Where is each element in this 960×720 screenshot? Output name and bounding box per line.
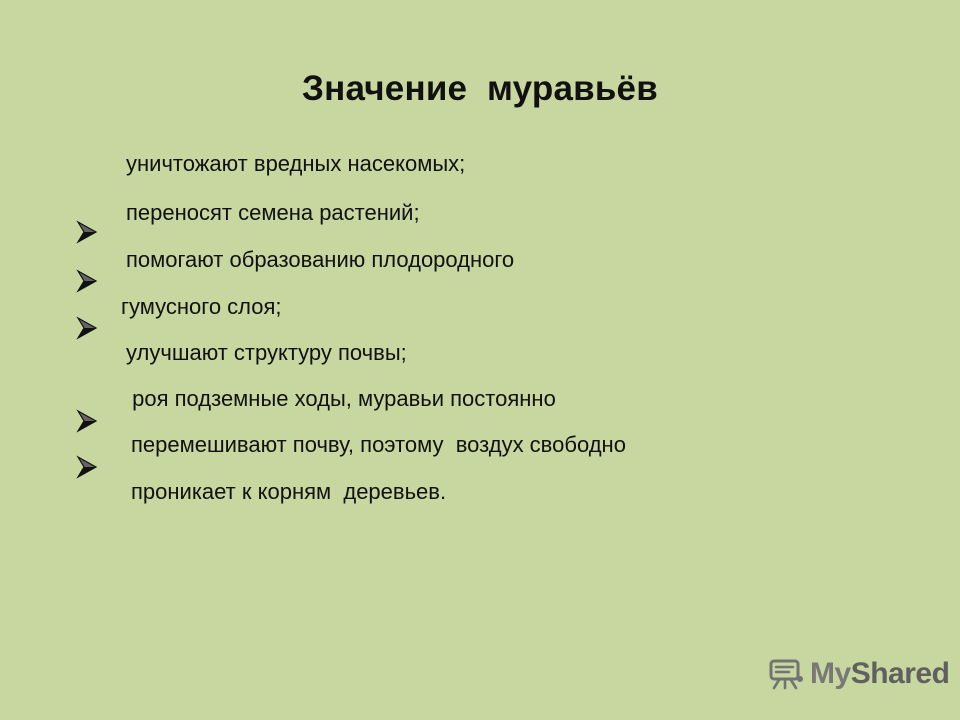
slide-title: Значение муравьёв [302, 69, 658, 109]
arrowhead-bullet-icon [75, 152, 99, 176]
arrowhead-bullet-icon [75, 248, 99, 272]
bullet-item-2 [75, 196, 420, 230]
presentation-board-icon [769, 658, 805, 690]
myshared-wordmark-shared: Shared [850, 657, 950, 690]
bullet-item-3-line-2-text: гумусного слоя; [121, 294, 282, 319]
bullet-item-3-line-1-text: помогают образованию плодородного [126, 247, 515, 272]
bullet-item-4-text: улучшают структуру почвы; [126, 340, 407, 365]
bullet-item-5-line-1-text: роя подземные ходы, муравьи постоянно [126, 386, 556, 411]
arrowhead-bullet-icon [75, 387, 99, 411]
bullet-item-3 [75, 243, 514, 277]
bullet-item-5-line-2-text: перемешивают почву, поэтому воздух свободно [131, 432, 626, 457]
bullet-item-2-text: переносят семена растений; [126, 200, 420, 225]
myshared-wordmark [810, 657, 949, 691]
myshared-wordmark-my: My [810, 657, 851, 690]
bullet-item-5 [75, 382, 556, 416]
bullet-item-5-line-3-text: проникает к корням деревьев. [131, 479, 447, 504]
bullet-item-1 [75, 147, 465, 181]
myshared-watermark [769, 656, 950, 692]
bullet-item-4 [75, 336, 407, 370]
bullet-item-1-text: уничтожают вредных насекомых; [126, 151, 466, 176]
arrowhead-bullet-icon [75, 341, 99, 365]
arrowhead-bullet-icon [75, 201, 99, 225]
